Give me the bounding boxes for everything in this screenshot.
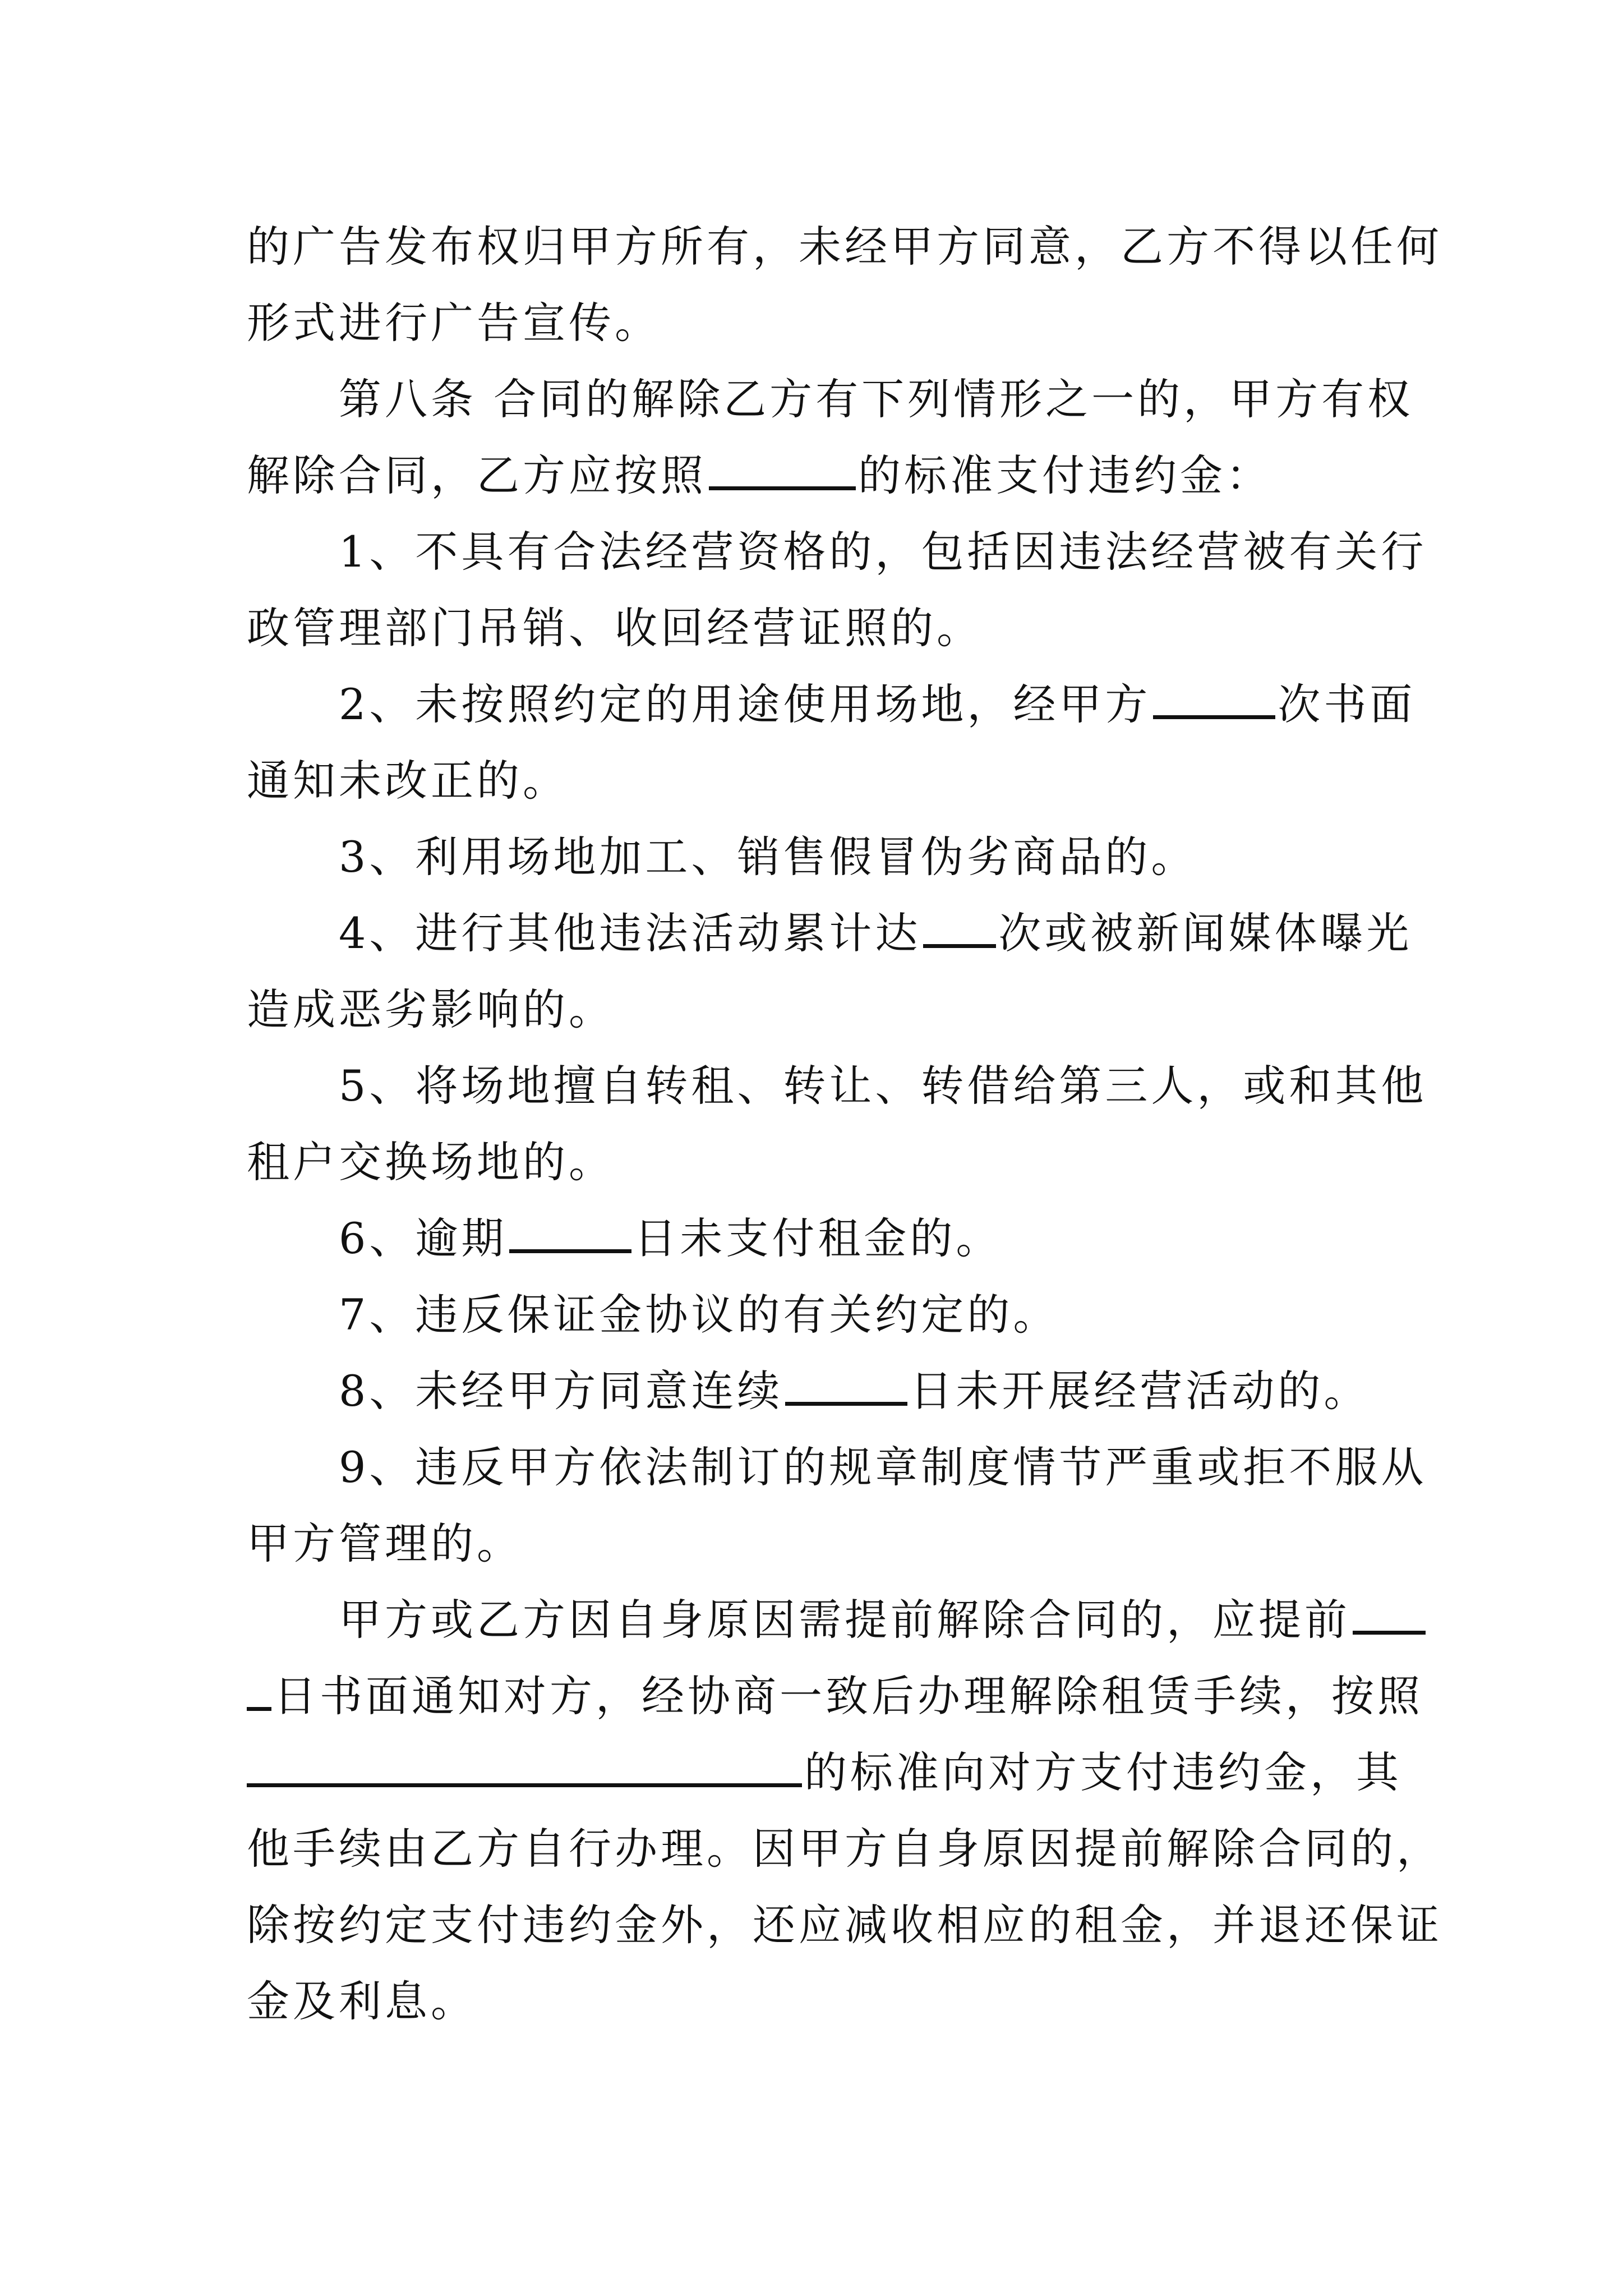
paragraph-item-3 xyxy=(247,819,1385,895)
text-line: 租户交换场地的。 xyxy=(247,1137,615,1187)
text-line: 7、违反保证金协议的有关约定的。 xyxy=(339,1290,1059,1340)
text-line: 通知未改正的。 xyxy=(247,756,569,806)
fill-in-blank xyxy=(1353,1596,1426,1635)
paragraph-ad-rights xyxy=(247,209,1442,361)
fill-in-blank xyxy=(247,1672,271,1711)
text-line: 他手续由乙方自行办理。因甲方自身原因提前解除合同的， xyxy=(247,1824,1442,1874)
paragraph-early-termination xyxy=(247,1582,1442,2040)
text-line: 的标准向对方支付违约金，其 xyxy=(247,1734,1385,1811)
text-line: 6、逾期 日未支付租金的。 xyxy=(339,1213,1002,1263)
paragraph-item-7 xyxy=(247,1277,1385,1353)
text-line: 除按约定支付违约金外，还应减收相应的租金，并退还保证 xyxy=(247,1900,1442,1950)
text-line: 甲方管理的。 xyxy=(247,1519,523,1568)
text-line: 形式进行广告宣传。 xyxy=(247,298,661,348)
paragraph-item-8 xyxy=(247,1353,1385,1429)
paragraph-item-1 xyxy=(247,514,1427,666)
paragraph-item-6 xyxy=(247,1200,1385,1277)
text-line: 1、不具有合法经营资格的，包括因违法经营被有关行 xyxy=(339,527,1427,577)
fill-in-blank xyxy=(247,1749,802,1787)
text-line: 5、将场地擅自转租、转让、转借给第三人，或和其他 xyxy=(339,1061,1427,1111)
text-line: 解除合同，乙方应按照 的标准支付违约金： xyxy=(247,450,1272,500)
paragraph-article-8 xyxy=(247,361,1414,514)
paragraph-item-2 xyxy=(247,666,1416,819)
fill-in-blank xyxy=(785,1367,907,1406)
fill-in-blank xyxy=(1153,680,1275,719)
text-line: 造成恶劣影响的。 xyxy=(247,984,615,1034)
text-line: 甲方或乙方因自身原因需提前解除合同的，应提前 xyxy=(247,1582,1385,1658)
paragraph-item-5 xyxy=(247,1048,1427,1200)
text-line: 政管理部门吊销、收回经营证照的。 xyxy=(247,603,983,653)
fill-in-blank xyxy=(923,909,996,948)
fill-in-blank xyxy=(509,1214,631,1253)
text-line: 日书面通知对方，经协商一致后办理解除租赁手续，按照 xyxy=(247,1658,1385,1734)
text-line: 9、违反甲方依法制订的规章制度情节严重或拒不服从 xyxy=(339,1442,1427,1492)
paragraph-item-9 xyxy=(247,1429,1427,1582)
text-line: 的广告发布权归甲方所有，未经甲方同意，乙方不得以任何 xyxy=(247,222,1442,272)
text-line: 8、未经甲方同意连续 日未开展经营活动的。 xyxy=(339,1366,1370,1416)
text-line: 2、未按照约定的用途使用场地，经甲方 次书面 xyxy=(339,679,1416,729)
document-body xyxy=(247,209,1442,2040)
fill-in-blank xyxy=(709,452,856,490)
text-line: 第八条 合同的解除乙方有下列情形之一的，甲方有权 xyxy=(339,374,1414,424)
text-line: 4、进行其他违法活动累计达 次或被新闻媒体曝光 xyxy=(339,908,1413,958)
paragraph-item-4 xyxy=(247,895,1413,1048)
text-line: 金及利息。 xyxy=(247,1976,477,2026)
text-line: 3、利用场地加工、销售假冒伪劣商品的。 xyxy=(339,832,1197,882)
